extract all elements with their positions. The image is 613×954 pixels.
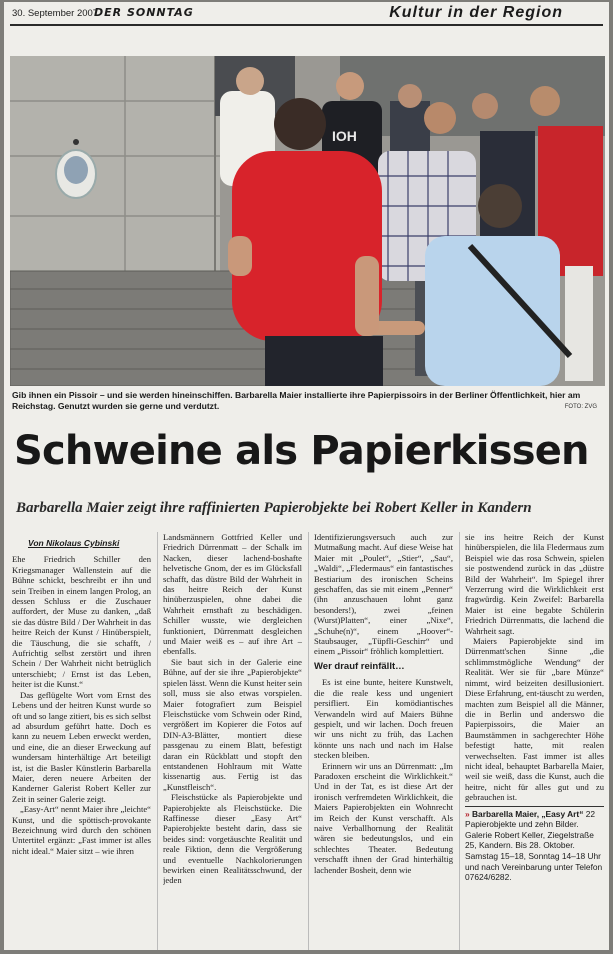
exhibition-details: 22 Papierobjekte und zehn Bilder. Galerie Robert Keller, Ziegelstraße 25, Kandern. Bis 28. Oktober. Samstag 15–18, Sonntag 14–18 Uhr und nach Vereinbarung unter Telefon 07624/6282. bbox=[465, 808, 603, 883]
paragraph: Erinnern wir uns an Dürrenmatt: „Im Paradoxen erscheint die Wirklichkeit.“ Und in der Tat, es ist diese Art der ironisch verfremdeten Wirklichkeit, die Maiers Papierobjekten ein Wohnrecht im Reich der Kunst verschafft. Als naive Verballhornung der Realität wären sie bedeutungslos, und ein schlechtes Theater. Bedeutung verschafft ihnen der Grad hinterhältig lachender Bosheit, denn wie bbox=[314, 760, 453, 875]
author-byline: Von Nikolaus Cybinski bbox=[28, 538, 120, 548]
info-arrow-icon: » bbox=[465, 808, 470, 819]
paragraph: Sie baut sich in der Galerie eine Bühne, auf der sie ihre „Papierobjekte“ spielen lässt. Wenn die Kunst heiter sein soll, muss sie also etwas vorspielen. Maier fotografiert zum Beispiel Fleischstücke vom Schwein oder Rind, vergrößert im Kopierer die Fotos auf DIN-A3-Blätter, montiert diese passgenau zu einem Blatt, befestigt daran ein Rückblatt und stopft den entstandenen Hohlraum mit Watte kissenartig aus. Fertig ist das „Kunstfleisch“. bbox=[163, 656, 302, 792]
exhibition-title: Barbarella Maier, „Easy Art“ bbox=[472, 808, 584, 819]
shirt-print: IOH bbox=[332, 128, 357, 144]
paragraph: Fleischstücke als Papierobjekte und Papierobjekte als Fleischstücke. Die Raffinesse dieser „Easy Art“ Papierobjekte besteht darin, dass sie beides sind: vorgetäuschte Realität und reale Fiktion, denn die Vergrößerung und eventuelle Nachkolorierungen bewirken einen Realitätsschwund, der jeden bbox=[163, 792, 302, 886]
paragraph: Ehe Friedrich Schiller den Kriegsmanager Wallenstein auf die Bühne schickt, beschreibt er ihn und sein Treiben in einem langen Prolog, an dessen Schluss er die Zuschauer auffordert, der Muse zu danken, „daß sie das düstre Bild / Der Wahrheit in das heitre Reich der Kunst / Hinüberspielt, die Täuschung, die sie schafft, / Aufrichtig selbst zerstört und ihren Schein / Der Wahrheit nicht betrüglich unterschiebt; / Ernst ist das Leben, heiter ist die Kunst.“ bbox=[12, 554, 151, 690]
column-divider bbox=[157, 532, 158, 950]
photo-credit: FOTO: ZVG bbox=[564, 404, 597, 410]
paragraph: Landsmännern Gottfried Keller und Friedrich Dürrenmatt – der Schalk im Nacken, dieser lachend-boshafte helvetische Gnom, der es im Glücksfall schafft, das düstre Bild der Wahrheit in das heitre Reich der Kunst hinüberzuspielen, ohne dabei die Wahrheit ernsthaft zu beschädigen. Schiller wusste, wie dergleichen funktioniert, Dürrenmatt desgleichen und Maier weiß es – auf ihre Art – ebenfalls. bbox=[163, 532, 302, 657]
column-divider bbox=[308, 532, 309, 950]
issue-date: 30. September 2007 bbox=[12, 8, 99, 19]
exhibition-info-box bbox=[465, 806, 604, 883]
article-subhead: Barbarella Maier zeigt ihre raffinierten Papierobjekte bei Robert Keller in Kandern bbox=[16, 500, 532, 516]
paragraph: sie ins heitre Reich der Kunst hinüberspielen, die lila Fledermaus zum Beispiel wie das rosa Schwein, spielen sie postwendend zurück in das „düstre Bild der Wahrheit“. Im Spiegel ihrer Verzerrung wird die Wirklichkeit erst fragwürdig. Kein Zweifel: Barbarella Maier ist eine begabte Schülerin Friedrich Dürrenmatts, die lachend die Wahrheit sagt. bbox=[465, 532, 604, 636]
masthead bbox=[10, 4, 603, 26]
column-divider bbox=[459, 532, 460, 950]
article-photo bbox=[10, 56, 605, 386]
section-title: Kultur in der Region bbox=[389, 4, 563, 21]
paragraph: Es ist eine bunte, heitere Kunstwelt, die die reale kess und ungeniert persifliert. Ein komödiantisches Verwandeln wird auf Maiers Bühne gespielt, und wir lachen. Doch freuen wir uns nicht zu früh, das Lachen könnte uns nach und nach im Halse stecken bleiben. bbox=[314, 677, 453, 761]
article-headline: Schweine als Papierkissen bbox=[14, 428, 589, 474]
article-crosshead: Wer drauf reinfällt… bbox=[314, 660, 405, 672]
column-2 bbox=[163, 532, 302, 950]
newspaper-page bbox=[4, 2, 609, 950]
photo-caption: Gib ihnen ein Pissoir – und sie werden hineinschiffen. Barbarella Maier installierte ihre Papierpissoirs in der Berliner Öffentlichkeit, hier am Reichstag. Genutzt wurden sie gerne und verdutzt. bbox=[12, 390, 581, 411]
column-3 bbox=[314, 532, 453, 950]
paragraph: „Easy-Art“ nennt Maier ihre „leichte“ Kunst, und die spöttisch-provokante Bezeichnung wird durch den schönen Untertitel ergänzt: „Fast immer ist alles nicht ideal.“ Maier sitzt – wie ihren bbox=[12, 804, 151, 856]
column-4 bbox=[465, 532, 604, 950]
paper-name: DER SONNTAG bbox=[94, 6, 194, 19]
photo-illustration bbox=[10, 56, 605, 386]
paragraph: Identifizierungsversuch auch zur Mutmaßung macht. Auf diese Weise hat Maier mit „Poulet“, „Stier“, „Sau“, „Waldi“, „Fledermaus“ ein fantastisches Bestiarium des ironischen Scheins geschaffen, das sie mit einem „Penner“ (ihn anzuschauen lohnt ganz besonders!), zwei „feinen (Wurst)Platten“, einer „Nixe“, „Schuhe(n)“, einem „Hoover“-Staubsauger, „Tüpfli-Geschirr“ und einem „Pissoir“ fröhlich komplettiert. bbox=[314, 532, 453, 657]
article-body bbox=[12, 532, 607, 950]
paragraph: Das geflügelte Wort vom Ernst des Lebens und der heitren Kunst wurde so oft und so lange zitiert, bis es sich selbst ad absurdum geführt hatte. Doch es kann zu neuem Leben erweckt werden, und eine, die an dieser Erweckung auf wundersam hinterhältige Art beteiligt ist, ist die Basler Künstlerin Barbarella Maier, deren neuere Arbeiten der Kanderner Galerist Robert Keller zur Zeit in seiner Galerie zeigt. bbox=[12, 689, 151, 804]
column-1 bbox=[12, 532, 151, 950]
paragraph: Maiers Papierobjekte sind im Dürrenmatt'schen Sinne „die schlimmstmögliche Wendung“ der Realität. Wer sie für „bare Münze“ nimmt, wird beizeiten desillusioniert. Diese Erfahrung, ent-täuscht zu werden, machten zum Beispiel all die Männer, die in Berlin und anderswo die Papierpissoirs, die Maier an Baumstämmen in sachgerechter Höhe befestigt hatte, mit realen verwechselten. Fast immer ist alles nicht ideal, behauptet Barbarella Maier, weil sie weiß, dass die Kunst, auch die heitre, nicht für alles gut und zu gebrauchen ist. bbox=[465, 636, 604, 803]
